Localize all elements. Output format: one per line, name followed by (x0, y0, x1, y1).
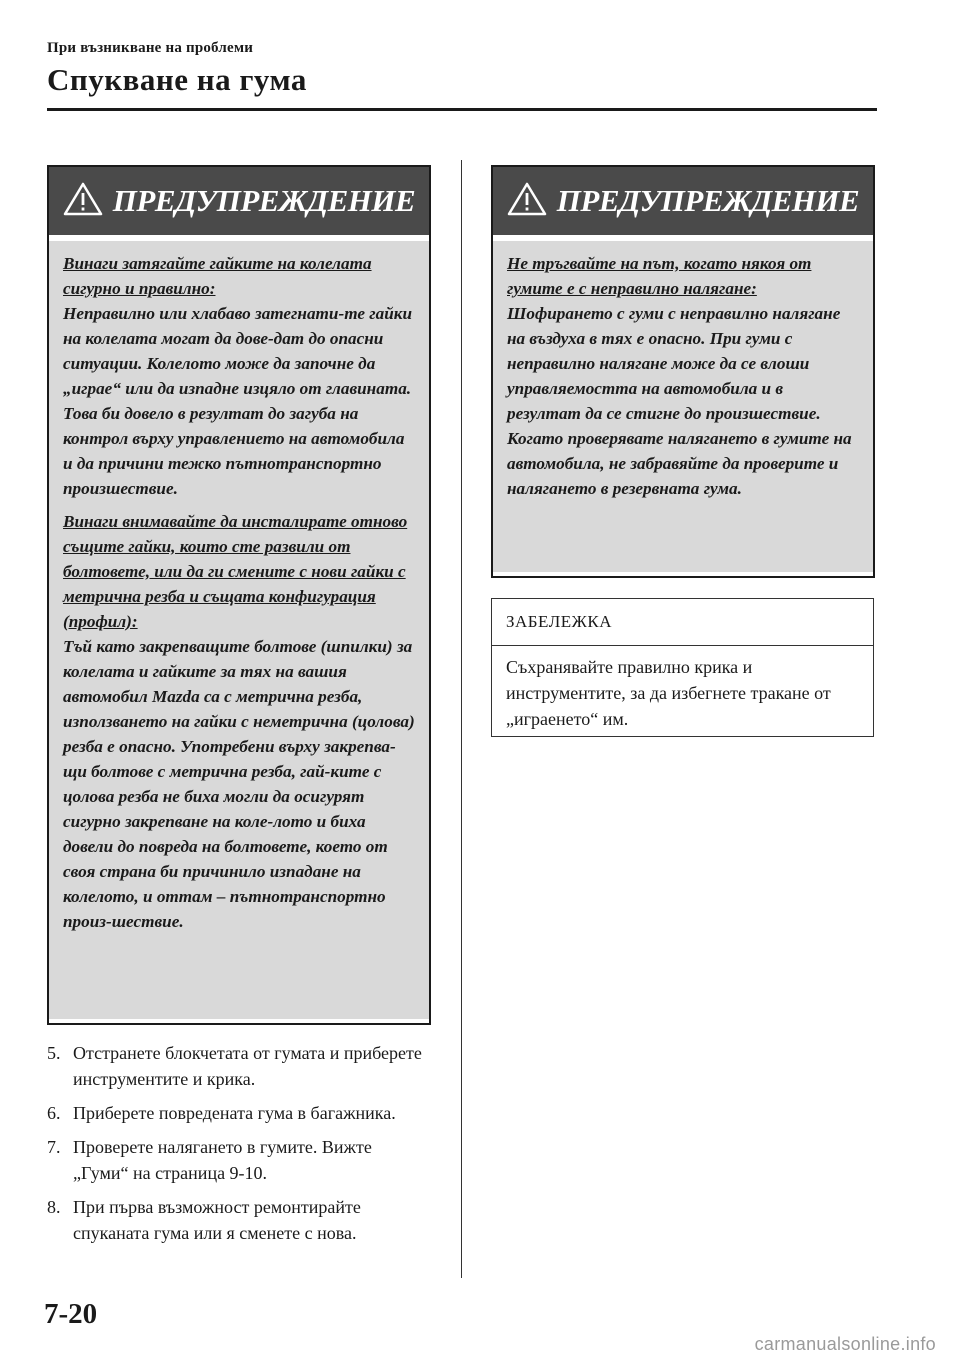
note-heading: ЗАБЕЛЕЖКА (492, 599, 873, 646)
step-number: 7. (47, 1137, 61, 1157)
warning-paragraph: Тъй като закрепващите болтове (шпилки) за колелата и гайките за тях на вашия автомобил Mazda са с метрична резба, използването на гайки с неметрична (цолова) резба е опасно. Употребени върху закрепва-щи болтове с метрична резба, гай-ките с цолова резба не биха могли да осигурят сигурно закрепване на коле-лото и биха довели до повреда на болтовете, което от своя страна би причинило изпадане на колелото, и оттам – пътнотранспортно произ-шествие. (63, 637, 415, 931)
step-number: 6. (47, 1103, 61, 1123)
title-rule (47, 108, 877, 111)
warning-heading: ПРЕДУПРЕЖДЕНИЕ (112, 183, 416, 218)
page-number: 7-20 (44, 1298, 98, 1330)
step-text: При първа възможност ремонтирайте спуканата гума или я сменете с нова. (73, 1197, 361, 1243)
warning-box-left (47, 165, 431, 1025)
warning-triangle-icon (507, 182, 547, 221)
warning-body (49, 241, 429, 1019)
step-text: Приберете повредената гума в багажника. (73, 1103, 396, 1123)
note-box (491, 598, 874, 737)
warning-heading: ПРЕДУПРЕЖДЕНИЕ (556, 183, 860, 218)
warning-paragraph: Това би довело в резултат до загуба на контрол върху управлението на автомобила и да причини тежко пътнотранспортно произшествие. (63, 404, 405, 498)
list-item (47, 1194, 427, 1246)
step-text: Проверете налягането в гумите. Вижте „Гуми“ на страница 9-10. (73, 1137, 372, 1183)
section-label: При възникване на проблеми (47, 40, 254, 56)
list-item (47, 1100, 427, 1126)
page-title: Спукване на гума (47, 62, 307, 97)
warning-triangle-icon (63, 182, 103, 221)
step-number: 5. (47, 1043, 61, 1063)
warning-header (493, 167, 873, 241)
warning-headline: Не тръгвайте на път, когато някоя от гумите е с неправилно налягане: (507, 254, 812, 298)
step-number: 8. (47, 1197, 61, 1217)
column-divider (461, 160, 462, 1278)
list-item (47, 1040, 427, 1092)
warning-paragraph: Неправилно или хлабаво затегнати-те гайки на колелата могат да дове-дат до опасни ситуации. Колелото може да започне да „играе“ или да изпадне изцяло от главината. (63, 304, 413, 398)
warning-headline: Винаги внимавайте да инсталирате отново същите гайки, които сте развили от болтовете, или да ги смените с нови гайки с метрична резба и същата конфигурация (профил): (63, 512, 408, 631)
list-item (47, 1134, 427, 1186)
step-list (47, 1040, 427, 1254)
note-text: Съхранявайте правилно крика и инструментите, за да избегнете тракане от „играенето“ им. (506, 657, 831, 729)
warning-body (493, 241, 873, 572)
warning-box-right (491, 165, 875, 578)
warning-headline: Винаги затягайте гайките на колелата сигурно и правилно: (63, 254, 372, 298)
warning-header (49, 167, 429, 241)
watermark: carmanualsonline.info (754, 1334, 936, 1354)
warning-paragraph: Шофирането с гуми с неправилно налягане на въздуха в тях е опасно. При гуми с неправилно налягане може да се влоши управляемостта на автомобила и в резултат да се стигне до произшествие. Когато проверявате налягането в гумите на автомобила, не забравяйте да проверите и налягането в резервната гума. (507, 304, 852, 498)
step-text: Отстранете блокчетата от гумата и приберете инструментите и крика. (73, 1043, 422, 1089)
